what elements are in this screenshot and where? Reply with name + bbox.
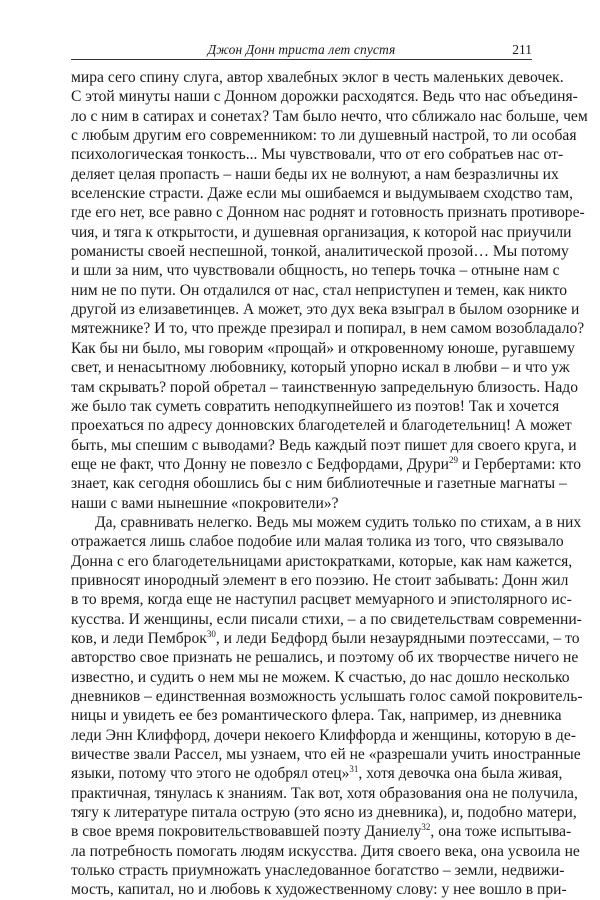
text-line (71, 358, 570, 377)
text-line (71, 571, 569, 590)
text-line (71, 532, 564, 551)
line-text: еще не факт, что Донну не повезло с Бедфордами, Друри (71, 455, 449, 473)
line-text: мятежнике? И то, что прежде презирал и попирал, в нем самом возобладало? (71, 320, 585, 338)
text-line (71, 628, 580, 648)
line-text: другой из елизаветинцев. А может, это дух века взыграл в былом озорнике и (71, 301, 580, 319)
running-header (71, 42, 532, 60)
text-line (71, 261, 560, 280)
line-text: там скрывать? порой обретал – таинственную запредельную близость. Надо (71, 378, 578, 396)
text-line (71, 726, 576, 745)
line-text: мира сего спину слуга, автор хвалебных эклог в честь маленьких девочек. (71, 69, 564, 86)
line-text: привносят инородный элемент в его поэзию. Не стоит забывать: Донн жил (71, 571, 569, 589)
line-text: Как бы ни было, мы говорим «прощай» и откровенному юноше, ругавшему (71, 339, 575, 357)
footnote-reference[interactable]: 32 (421, 822, 431, 833)
text-line (71, 803, 577, 822)
text-line (71, 145, 564, 164)
footnote-reference[interactable]: 31 (349, 764, 359, 775)
line-text: С этой минуты наши с Донном дорожки расходятся. Ведь что нас объединя- (71, 88, 578, 106)
text-line (71, 165, 559, 184)
line-text: ницы и увидеть ее без романтического флера. Так, например, из дневника (71, 707, 562, 725)
line-text: практичная, тянулась к знаниям. Так вот, хотя образования она не получила, (71, 784, 578, 802)
text-line (71, 842, 580, 861)
line-text: чия, и тяга к открытости, и душевная организация, к которой нас приучили (71, 223, 572, 241)
text-line (71, 474, 567, 493)
line-text: кусства. И женщины, если писали стихи, – а по свидетельствам современни- (71, 610, 582, 628)
text-line (71, 784, 578, 803)
line-text: и шли за ним, что чувствовали общность, но теперь точка – отныне нам с (71, 262, 560, 280)
footnote-reference[interactable]: 29 (449, 454, 458, 465)
text-line (71, 687, 583, 706)
line-text-continued: , она тоже испытыва- (430, 823, 572, 841)
text-line (71, 436, 577, 455)
text-line (71, 648, 579, 667)
text-line (71, 454, 582, 474)
line-text: леди Энн Клиффорд, дочери некоего Клиффорда и женщины, которую в де- (71, 726, 576, 744)
line-text: наши с вами нынешние «покровители»? (71, 494, 339, 512)
text-line (71, 68, 564, 87)
page-number: 211 (512, 42, 532, 57)
footnote-reference[interactable]: 30 (206, 628, 216, 639)
line-text: ла потребность помогать людям искусства. Дитя своего века, она усвоила не (71, 842, 580, 860)
line-text: знает, как сегодня обошлись бы с ним библиотечные и газетные магнаты – (71, 475, 567, 493)
line-text: свет, и ненасытному любовнику, который упорно искал в любви – и что уж (71, 359, 570, 377)
line-text: мость, капитал, но и любовь к художественному слову: у нее вошло в при- (71, 881, 567, 899)
line-text-continued: и Гербертами: кто (458, 455, 582, 473)
text-line (71, 552, 573, 571)
text-line (71, 242, 569, 261)
text-line (71, 494, 532, 513)
line-text: в то время, когда еще не наступил расцвет мемуарного и эпистолярного ис- (71, 591, 572, 609)
line-text: только страсть приумножать унаследованное богатство – земли, недвижи- (71, 862, 565, 880)
text-line (71, 339, 575, 358)
text-line (71, 107, 588, 126)
line-text: же было так суметь совратить неподкупнейшего из поэтов! Так и хочется (71, 397, 560, 415)
line-text: деляет целая пропасть – наши беды их не волнуют, а нам безразличны их (71, 165, 559, 183)
line-text: языки, потому что этого не одобрял отец» (71, 765, 350, 783)
text-line (71, 378, 578, 397)
line-text: с любым другим его современником: то ли душевный настрой, то ли особая (71, 127, 577, 145)
line-text: романисты своей неспешной, тонкой, аналитической прозой… Мы потому (71, 243, 569, 261)
text-line (71, 281, 568, 300)
text-line (71, 764, 563, 783)
line-text: быть, мы спешим с выводами? Ведь каждый поэт пишет для своего круга, и (71, 436, 577, 454)
line-text: где его нет, все равно с Донном нас роднят и готовность признать противоре- (71, 204, 585, 222)
text-line (71, 319, 585, 338)
line-text-continued: , хотя девочка она была живая, (358, 765, 563, 783)
line-text: тягу к литературе питала острую (это ясно из дневника), и, подобно матери, (71, 804, 577, 822)
text-line (71, 203, 585, 222)
text-line (71, 822, 572, 841)
running-title: Джон Донн триста лет спустя (207, 42, 396, 57)
line-text: проехаться по адресу донновских благодетелей и благодетельниц! А может (71, 417, 572, 435)
line-text: отражается лишь слабое подобие или малая толика из того, что связывало (71, 533, 564, 551)
text-line (71, 880, 567, 899)
text-line (71, 184, 574, 203)
text-line (71, 668, 570, 687)
text-line (71, 300, 580, 319)
line-text: ков, и леди Пемброк (71, 629, 207, 647)
line-text: ним не по пути. Он отдалился от нас, стал неприступен и темен, как никто (71, 281, 568, 299)
line-text: Да, сравнивать нелегко. Ведь мы можем судить только по стихам, а в них (95, 513, 582, 531)
text-line (71, 745, 581, 764)
line-text: Донна с его благодетельницами аристократками, которые, как нам кажется, (71, 552, 573, 570)
text-line (71, 223, 572, 242)
text-line (71, 861, 565, 880)
line-text: вичестве звали Рассел, мы узнаем, что ей не «разрешали учить иностранные (71, 746, 581, 764)
line-text: вселенские страсти. Даже если мы ошибаемся и выдумываем сходство там, (71, 185, 574, 203)
line-text: известно, и судить о нем мы не можем. К счастью, до нас дошло несколько (71, 668, 570, 686)
line-text: в свое время покровительствовавшей поэту Даниелу (71, 823, 422, 841)
line-text: психологическая тонкость... Мы чувствовали, что от его собратьев нас от- (71, 146, 564, 164)
text-line (71, 590, 572, 609)
text-line (71, 706, 562, 725)
text-line (71, 126, 577, 145)
text-line (71, 397, 560, 416)
line-text-continued: , и леди Бедфорд были незаурядными поэтессами, – то (215, 629, 580, 647)
text-line (71, 416, 572, 435)
line-text: ло с ним в сатирах и сонетах? Там было нечто, что сближало нас больше, чем (71, 107, 588, 125)
text-line (71, 610, 582, 629)
text-line (71, 513, 582, 532)
line-text: авторство свое признать не решались, и поэтому об их творчестве ничего не (71, 649, 579, 667)
line-text: дневников – единственная возможность услышать голос самой покровитель- (71, 688, 583, 705)
body-text (71, 68, 588, 900)
text-line (71, 87, 578, 106)
